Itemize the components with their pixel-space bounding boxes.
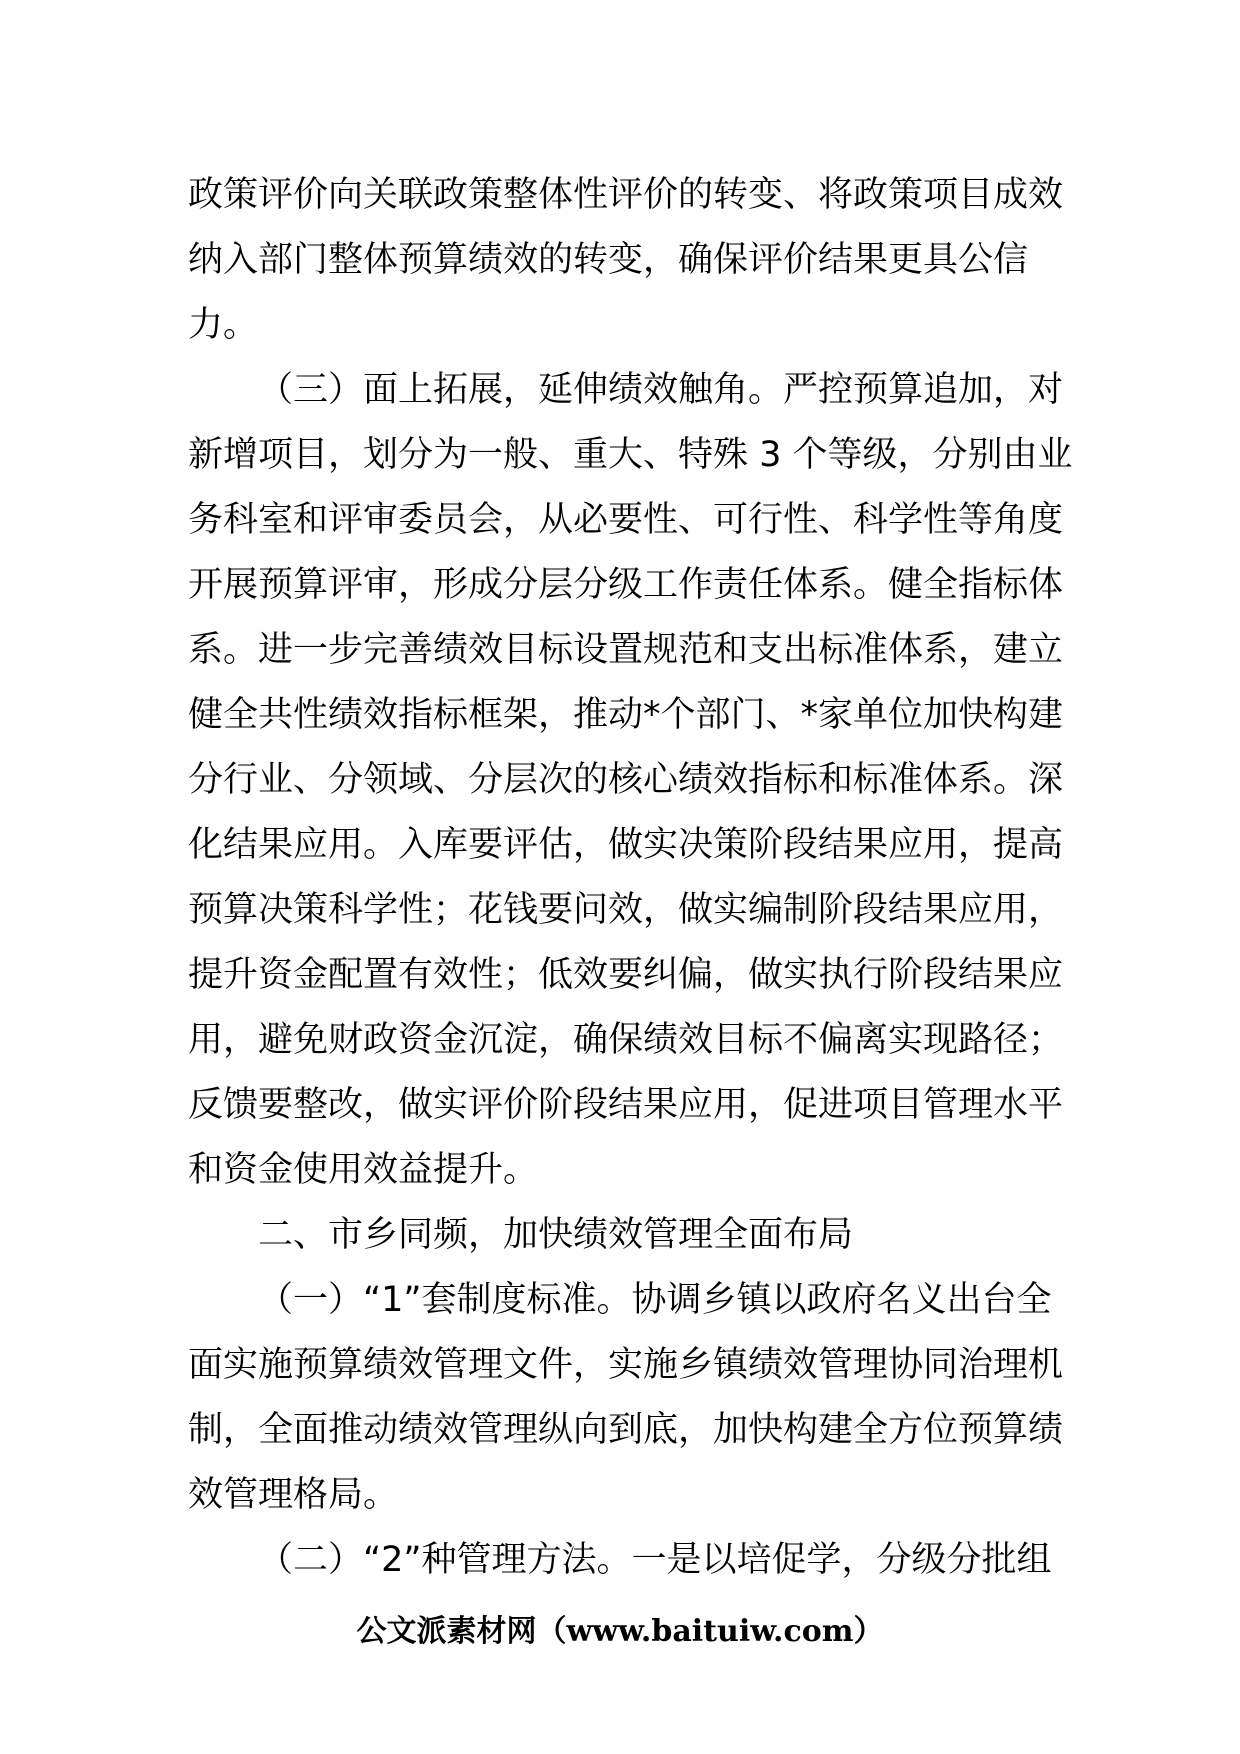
paragraph-start-line: （一）“1”套制度标准。协调乡镇以政府名义出台全 xyxy=(258,1280,1052,1320)
text-line: 面实施预算绩效管理文件，实施乡镇绩效管理协同治理机 xyxy=(188,1345,1064,1385)
text-line: 制，全面推动绩效管理纵向到底，加快构建全方位预算绩 xyxy=(188,1410,1064,1450)
text-line: 提升资金配置有效性；低效要纠偏，做实执行阶段结果应 xyxy=(188,955,1064,995)
footer-watermark: 公文派素材网（www.baituiw.com） xyxy=(356,1614,884,1649)
text-line: 化结果应用。入库要评估，做实决策阶段结果应用，提高 xyxy=(188,825,1064,865)
paragraph-start-line: （三）面上拓展，延伸绩效触角。严控预算追加，对 xyxy=(258,370,1064,410)
text-line: 力。 xyxy=(188,305,259,345)
text-line: 和资金使用效益提升。 xyxy=(188,1150,539,1190)
text-line: 新增项目，划分为一般、重大、特殊 3 个等级，分别由业 xyxy=(188,435,1073,475)
text-line: 反馈要整改，做实评价阶段结果应用，促进项目管理水平 xyxy=(188,1085,1064,1125)
text-line: 务科室和评审委员会，从必要性、可行性、科学性等角度 xyxy=(188,500,1064,540)
paragraph-start-line: （二）“2”种管理方法。一是以培促学，分级分批组 xyxy=(258,1540,1052,1580)
text-line: 开展预算评审，形成分层分级工作责任体系。健全指标体 xyxy=(188,565,1064,605)
text-line: 用，避免财政资金沉淀，确保绩效目标不偏离实现路径； xyxy=(188,1020,1064,1060)
document-body xyxy=(188,163,1073,1593)
text-line: 分行业、分领域、分层次的核心绩效指标和标准体系。深 xyxy=(188,760,1064,800)
text-line: 预算决策科学性；花钱要问效，做实编制阶段结果应用， xyxy=(188,890,1064,930)
text-line: 政策评价向关联政策整体性评价的转变、将政策项目成效 xyxy=(188,175,1064,215)
text-line: 纳入部门整体预算绩效的转变，确保评价结果更具公信 xyxy=(188,240,1029,280)
text-line: 健全共性绩效指标框架，推动*个部门、*家单位加快构建 xyxy=(188,695,1064,735)
text-line: 效管理格局。 xyxy=(188,1475,399,1515)
section-heading: 二、市乡同频，加快绩效管理全面布局 xyxy=(258,1215,854,1255)
text-line: 系。进一步完善绩效目标设置规范和支出标准体系，建立 xyxy=(188,630,1064,670)
